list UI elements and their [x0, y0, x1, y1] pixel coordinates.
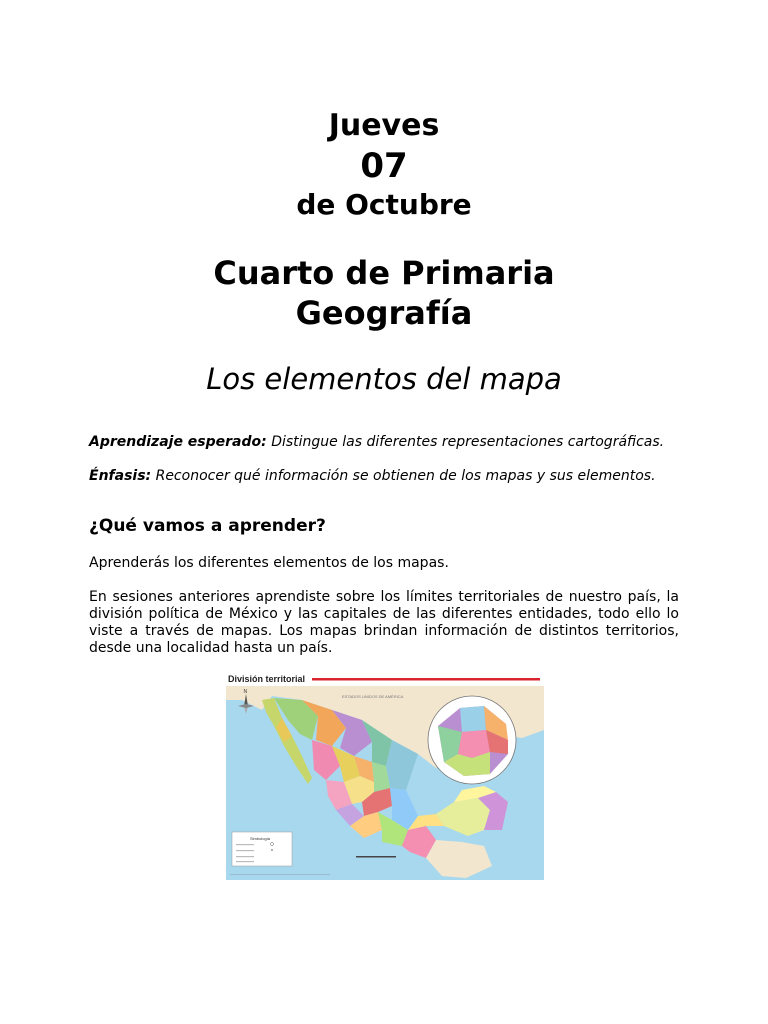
mexico-division-map: [222, 670, 546, 882]
expected-learning-text: Distingue las diferentes representaciones cartográficas.: [271, 434, 665, 450]
paragraph-previous-sessions: En sesiones anteriores aprendiste sobre los límites territoriales de nuestro país, la división política de México y las capitales de las diferentes entidades, todo ello lo viste a través de mapas. Los mapas brindan información de distintos territorios, desde una localidad hasta un país.: [89, 589, 679, 656]
date-number: 07: [360, 146, 408, 186]
usa-label: ESTADOS UNIDOS DE AMÉRICA: [342, 694, 404, 699]
scale-bar: [356, 856, 396, 858]
svg-text:N: N: [243, 689, 248, 695]
subject-heading: Geografía: [295, 294, 473, 332]
day-heading: Jueves: [328, 108, 440, 143]
map-title: División territorial: [228, 674, 306, 684]
emphasis-label: Énfasis:: [89, 468, 152, 484]
expected-learning-label: Aprendizaje esperado:: [89, 434, 267, 450]
emphasis-text: Reconocer qué información se obtienen de los mapas y sus elementos.: [155, 468, 656, 484]
expected-learning: [89, 434, 679, 451]
paragraph-intro: Aprenderás los diferentes elementos de los mapas.: [89, 555, 449, 571]
month-heading: de Octubre: [296, 188, 472, 221]
legend-title: Simbología: [250, 836, 271, 841]
grade-heading: Cuarto de Primaria: [213, 254, 555, 292]
topic-title: Los elementos del mapa: [206, 362, 562, 396]
map-title-line: [312, 678, 540, 681]
section-heading: ¿Qué vamos a aprender?: [89, 516, 326, 536]
emphasis: [89, 468, 679, 485]
